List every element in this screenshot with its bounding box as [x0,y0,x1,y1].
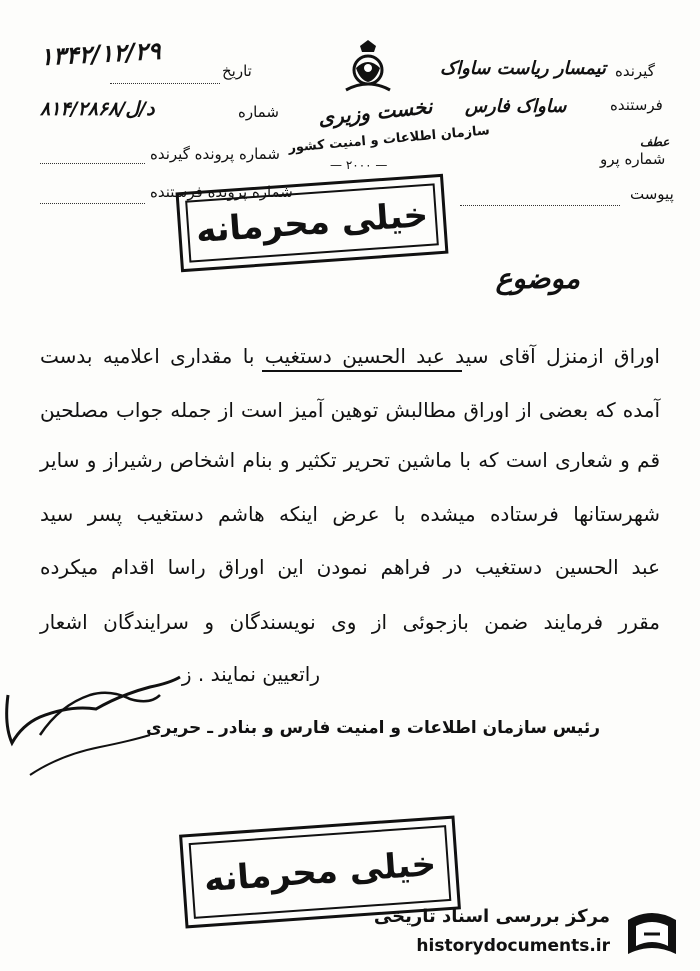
body-line-2: آمده که بعضی از اوراق مطالبش توهین آمیز است از جمله جواب مصلحین [40,398,660,422]
org-ref-dots: — ۲۰۰۰ — [330,158,388,172]
watermark-url: historydocuments.ir [416,936,610,956]
org-line1: نخست وزیری [317,94,434,130]
recipient-value: تیمسار ریاست ساواک [440,58,606,79]
signature-line: رئیس سازمان اطلاعات و امنیت فارس و بنادر ـ حریری [145,718,600,738]
sender-value: ساواک فارس [465,96,567,117]
body-line-1: اوراق ازمنزل آقای سید عبد الحسین دستغیب با مقداری اعلامیه بدست [40,344,660,368]
underline-mark [262,370,462,372]
date-label: تاریخ [222,62,252,80]
body-line-3: قم و شعاری است که با ماشین تحریر تکثیر و بنام اشخاص رشیراز و سایر [40,448,660,472]
number-label: شماره [238,103,279,121]
date-value: ۱۳۴۲/۱۲/۲۹ [39,36,162,72]
body-line-5: عبد الحسین دستغیب در فراهم نمودن این اوراق راسا اقدام میکرده [40,555,660,579]
receiver-file-dots [40,150,145,168]
subject-label: موضوع [495,262,580,295]
date-dots [110,70,220,88]
stamp-text-top: خیلی محرمانه [194,194,430,252]
confidential-stamp-top [176,174,449,272]
org-line2: سازمان اطلاعات و امنیت کشور [287,123,491,156]
attachment-dots [460,192,620,210]
sender-file-label: شماره پرونده فرستنده [150,183,293,201]
sender-label: فرستنده [610,96,663,114]
body-line-7: راتعیین نمایند . ز [181,662,320,686]
body-line-4: شهرستانها فرستاده میشده با عرض اینکه هاشم دستغیب پسر سید [40,502,660,526]
archive-logo-icon [622,906,682,962]
number-value: ۸۱۴/د/ل/۲۸۶۸ [40,98,155,120]
body-line-6: مقرر فرمایند ضمن بازجوئی از وی نویسندگان و سرایندگان اشعار [40,610,660,634]
sender-file-dots [40,190,145,208]
receiver-file-label: شماره پرونده گیرنده [150,145,280,163]
emblem-icon [338,38,398,96]
watermark [373,900,690,966]
recipient-label: گیرنده [615,62,655,80]
file-no-value: عطف [640,135,670,149]
watermark-title: مرکز بررسی اسناد تاریخی [373,906,610,927]
file-no-label: شماره پرو [600,150,666,168]
stamp-text-bottom: خیلی محرمانه [202,843,438,901]
attachment-label: پیوست [630,185,674,203]
